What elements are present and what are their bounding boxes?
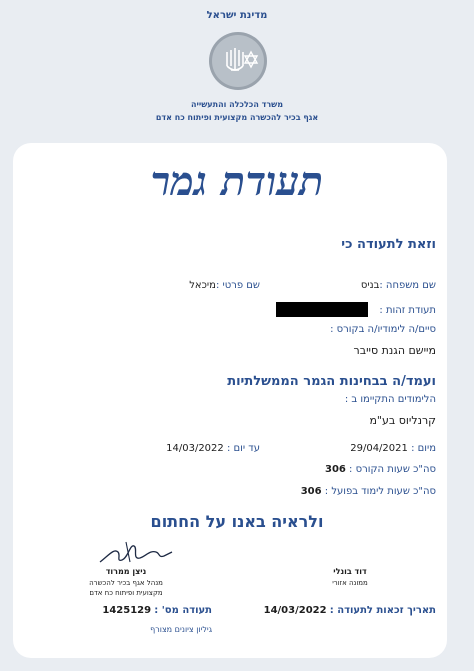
first-name-label: שם פרטי : bbox=[215, 280, 260, 291]
to-date-label: עד יום : bbox=[226, 443, 260, 454]
signature-statement: ולראיה באנו על החתום bbox=[150, 512, 324, 531]
course-label: סיים/ה לימודיו/ה בקורס : bbox=[330, 324, 436, 335]
entitlement-date-label: תאריך זכאות לתעודה : bbox=[329, 605, 436, 616]
actual-hours-label: סה"כ שעות לימוד בפועל : bbox=[324, 486, 436, 497]
country-name: מדינת ישראל bbox=[206, 10, 268, 21]
intro-text: וזאת לתעודה כי bbox=[341, 237, 436, 252]
left-signatory-title-2: מקצועית ופיתוח כח אדם bbox=[89, 589, 163, 597]
exam-statement: ועמד/ה בבחינות הגמר הממשלתיות bbox=[227, 374, 436, 389]
certificate-number-row bbox=[102, 605, 212, 616]
right-signatory-title: ממונה אזורי bbox=[332, 579, 368, 587]
to-date-value: 14/03/2022 bbox=[166, 443, 224, 454]
ministry-name: משרד הכלכלה והתעשייה bbox=[191, 100, 283, 109]
course-hours-row bbox=[325, 464, 436, 475]
left-signatory-name: ניצן ממרוד bbox=[105, 567, 147, 576]
first-name-row bbox=[189, 280, 260, 291]
from-date-value: 29/04/2021 bbox=[350, 443, 408, 454]
certificate-number-label: תעודה מס' : bbox=[154, 605, 212, 616]
entitlement-date-value: 14/03/2022 bbox=[263, 605, 327, 616]
studies-label: הלימודים התקיימו ב : bbox=[344, 394, 436, 405]
institution-name: קרנליוס בע"מ bbox=[369, 414, 436, 427]
division-name: אגף בכיר להכשרה מקצועית ופיתוח כח אדם bbox=[155, 113, 319, 122]
actual-hours-row bbox=[301, 486, 436, 497]
last-name-value: בניס bbox=[360, 280, 380, 291]
handwritten-signature bbox=[96, 538, 176, 568]
last-name-label: שם משפחה : bbox=[379, 280, 436, 291]
last-name-row bbox=[361, 280, 436, 291]
actual-hours-value: 306 bbox=[300, 486, 322, 497]
course-name: מיישם הגנת סייבר bbox=[353, 344, 436, 357]
id-label: תעודת זהות : bbox=[379, 305, 436, 316]
course-hours-value: 306 bbox=[324, 464, 346, 475]
redacted-id bbox=[276, 302, 368, 317]
certificate-number-value: 1425129 bbox=[102, 605, 152, 616]
from-date-row bbox=[350, 443, 436, 454]
grades-sheet-note: גיליון ציונים מצורף bbox=[150, 625, 212, 634]
left-signatory-title-1: מנהל אגף בכיר להכשרה bbox=[89, 579, 163, 587]
state-emblem bbox=[207, 30, 269, 92]
entitlement-date-row bbox=[264, 605, 436, 616]
first-name-value: מיכאל bbox=[189, 280, 216, 291]
certificate-title: תעודת גמר bbox=[150, 158, 324, 205]
course-hours-label: סה"כ שעות הקורס : bbox=[349, 464, 436, 475]
to-date-row bbox=[166, 443, 260, 454]
from-date-label: מיום : bbox=[411, 443, 436, 454]
right-signatory-name: דוד בונלי bbox=[333, 567, 367, 576]
